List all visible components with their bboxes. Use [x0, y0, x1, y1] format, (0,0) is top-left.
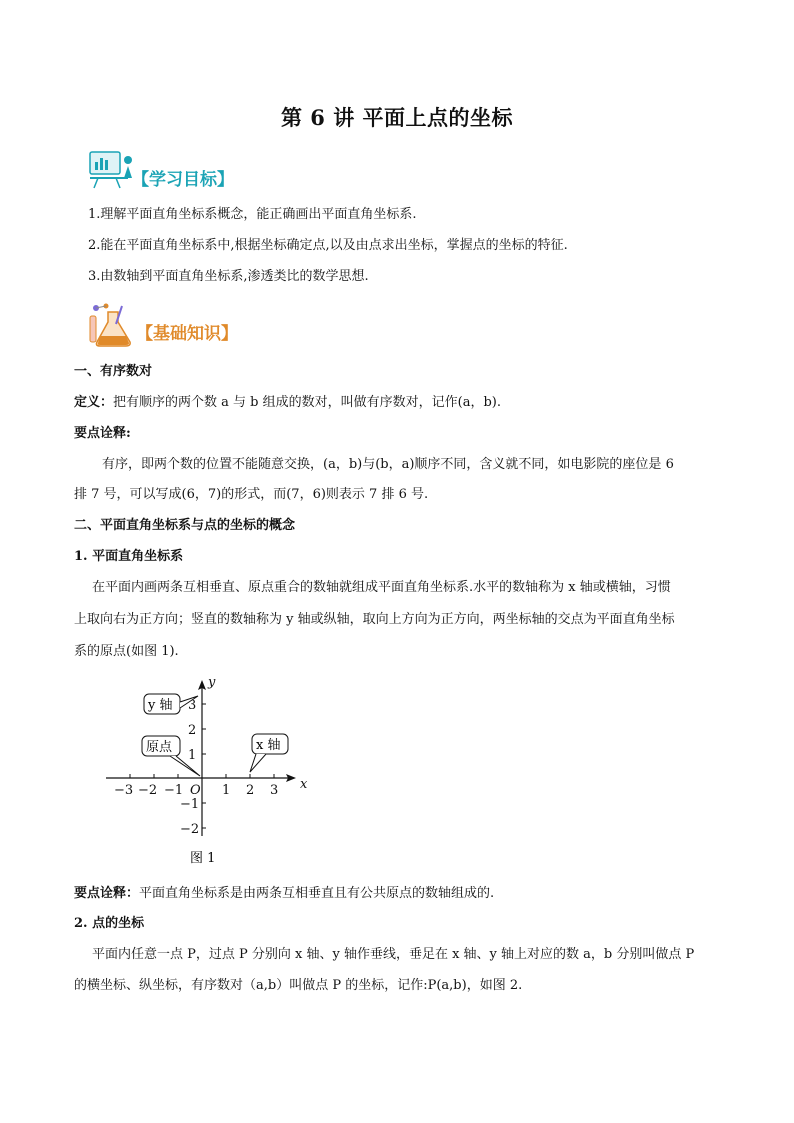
paragraph-line: 系的原点(如图 1). [74, 644, 179, 659]
y-tick-label: 1 [188, 748, 197, 763]
goal-item: 3.由数轴到平面直角坐标系,渗透类比的数学思想. [88, 269, 369, 284]
x-tick-label: 1 [222, 783, 231, 798]
callout-origin-text: 原点 [146, 740, 173, 755]
page-title: 第 6 讲 平面上点的坐标 [280, 105, 514, 130]
definition-text: 把有顺序的两个数 a 与 b 组成的数对，叫做有序数对，记作(a，b). [113, 395, 501, 410]
key-point-2 [74, 884, 494, 904]
subheading-coordinate-system: 1. 平面直角坐标系 [74, 549, 184, 564]
note-line: 排 7 号，可以写成(6，7)的形式，而(7，6)则表示 7 排 6 号. [74, 487, 429, 502]
definition [74, 393, 501, 413]
y-tick-marks [202, 704, 206, 828]
section-label-knowledge: 【基础知识】 [136, 324, 238, 344]
heading-ordered-pair: 一、有序数对 [74, 364, 153, 379]
flask-icon [86, 302, 136, 350]
subheading-point-coordinates: 2. 点的坐标 [74, 916, 145, 931]
x-tick-label: 2 [246, 783, 255, 798]
origin-label: O [190, 783, 201, 798]
x-tick-label: 3 [270, 783, 279, 798]
figure-caption: 图 1 [190, 851, 216, 866]
callout-x-axis [250, 734, 288, 772]
key-point-label: 要点诠释： [74, 886, 140, 901]
figure-coordinate-axes [100, 672, 320, 872]
paragraph-line: 在平面内画两条互相垂直、原点重合的数轴就组成平面直角坐标系.水平的数轴称为 x 轴或横轴，习惯 [92, 580, 671, 595]
x-tick-label: −1 [164, 783, 184, 798]
key-point-text: 平面直角坐标系是由两条互相垂直且有公共原点的数轴组成的. [139, 886, 495, 901]
heading-coordinate-system: 二、平面直角坐标系与点的坐标的概念 [74, 518, 296, 533]
x-tick-label: −2 [138, 783, 158, 798]
note-label: 要点诠释: [74, 426, 131, 441]
paragraph-line: 上取向右为正方向；竖直的数轴称为 y 轴或纵轴，取向上方向为正方向，两坐标轴的交点为平面直角坐标 [74, 612, 675, 627]
paragraph-line: 平面内任意一点 P，过点 P 分别向 x 轴、y 轴作垂线，垂足在 x 轴、y 轴上对应的数 a，b 分别叫做点 P [92, 947, 695, 962]
y-tick-label: 3 [188, 698, 197, 713]
paragraph-line: 的横坐标、纵坐标，有序数对（a,b）叫做点 P 的坐标，记作:P(a,b)，如图 2. [74, 978, 523, 993]
y-tick-label: −2 [180, 822, 200, 837]
goal-item: 1.理解平面直角坐标系概念，能正确画出平面直角坐标系. [88, 207, 417, 222]
callout-y-axis-text: y 轴 [148, 698, 173, 713]
presentation-board-icon [86, 148, 136, 190]
x-axis-label: x [300, 777, 308, 792]
definition-label: 定义： [74, 395, 114, 410]
y-tick-label: −1 [180, 797, 200, 812]
y-tick-label: 2 [188, 723, 197, 738]
section-header-goals [86, 148, 286, 188]
section-header-knowledge [86, 300, 286, 344]
y-axis-label: y [208, 675, 216, 690]
note-line: 有序，即两个数的位置不能随意交换，(a，b)与(b，a)顺序不同，含义就不同，如电影院的座位是 6 [102, 457, 674, 472]
section-label-goals: 【学习目标】 [132, 170, 234, 190]
goal-item: 2.能在平面直角坐标系中,根据坐标确定点,以及由点求出坐标，掌握点的坐标的特征. [88, 238, 568, 253]
x-tick-label: −3 [114, 783, 134, 798]
callout-x-axis-text: x 轴 [256, 738, 281, 753]
